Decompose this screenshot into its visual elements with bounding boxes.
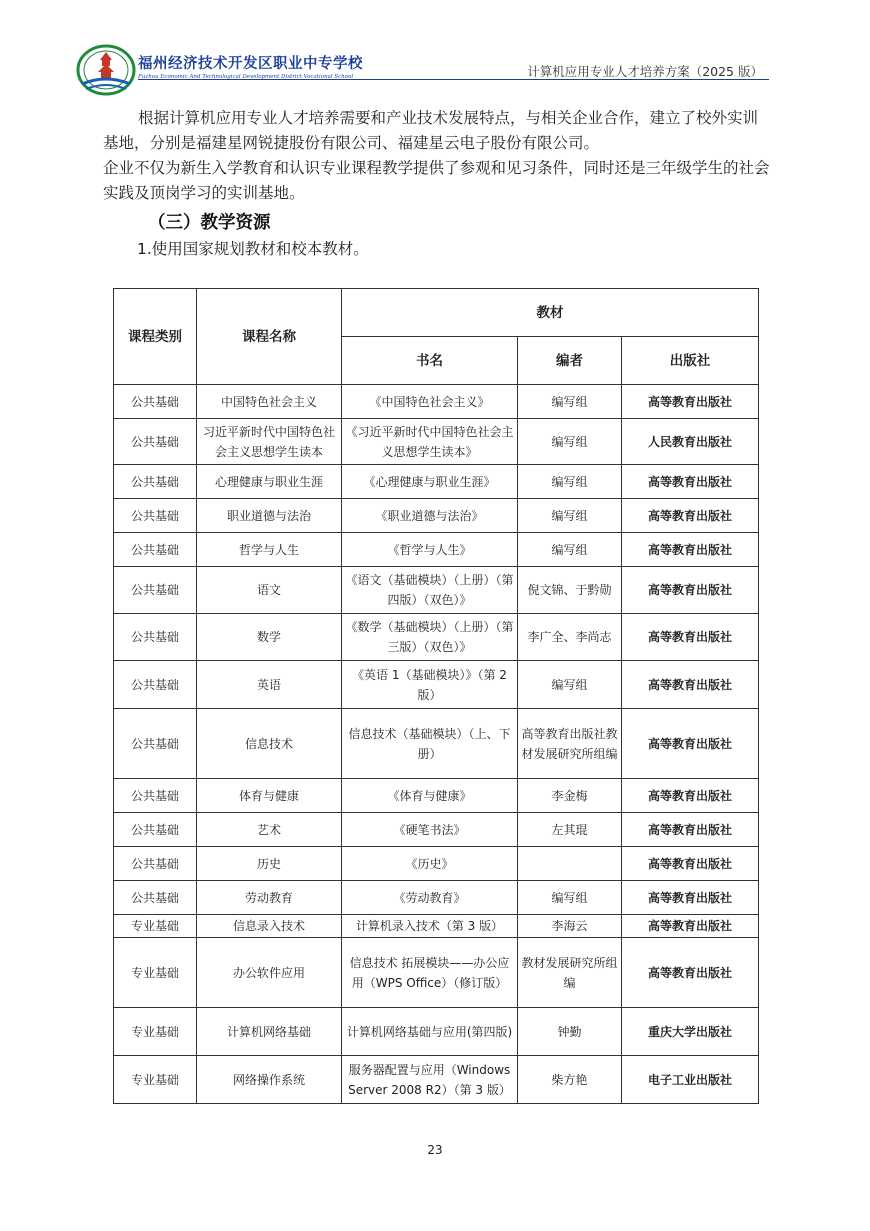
cell-category: 公共基础 bbox=[114, 465, 197, 499]
cell-course: 心理健康与职业生涯 bbox=[197, 465, 342, 499]
cell-category: 公共基础 bbox=[114, 533, 197, 567]
page-header bbox=[76, 42, 769, 98]
cell-course: 习近平新时代中国特色社会主义思想学生读本 bbox=[197, 419, 342, 465]
cell-publisher: 高等教育出版社 bbox=[622, 614, 759, 661]
cell-publisher: 高等教育出版社 bbox=[622, 385, 759, 419]
cell-publisher: 人民教育出版社 bbox=[622, 419, 759, 465]
cell-book: 《职业道德与法治》 bbox=[342, 499, 518, 533]
cell-editor: 编写组 bbox=[518, 419, 622, 465]
cell-publisher: 高等教育出版社 bbox=[622, 938, 759, 1008]
table-row bbox=[114, 881, 759, 915]
cell-editor: 高等教育出版社教材发展研究所组编 bbox=[518, 709, 622, 779]
table-row bbox=[114, 813, 759, 847]
cell-publisher: 高等教育出版社 bbox=[622, 465, 759, 499]
cell-editor: 李金梅 bbox=[518, 779, 622, 813]
cell-book: 信息技术 拓展模块——办公应用（WPS Office）（修订版） bbox=[342, 938, 518, 1008]
cell-editor: 李广全、李尚志 bbox=[518, 614, 622, 661]
paragraph-line: 根据计算机应用专业人才培养需要和产业技术发展特点，与相关企业合作，建立了校外实训基地，分别是福建星网锐捷股份有限公司、福建星云电子股份有限公司。 bbox=[103, 109, 759, 152]
cell-course: 哲学与人生 bbox=[197, 533, 342, 567]
cell-book: 计算机网络基础与应用(第四版) bbox=[342, 1008, 518, 1056]
cell-publisher: 重庆大学出版社 bbox=[622, 1008, 759, 1056]
cell-editor: 编写组 bbox=[518, 385, 622, 419]
cell-book: 《中国特色社会主义》 bbox=[342, 385, 518, 419]
cell-course: 劳动教育 bbox=[197, 881, 342, 915]
cell-book: 《体育与健康》 bbox=[342, 779, 518, 813]
table-row bbox=[114, 709, 759, 779]
cell-editor: 柴方艳 bbox=[518, 1056, 622, 1104]
cell-course: 体育与健康 bbox=[197, 779, 342, 813]
cell-course: 中国特色社会主义 bbox=[197, 385, 342, 419]
table-row bbox=[114, 1056, 759, 1104]
cell-publisher: 高等教育出版社 bbox=[622, 915, 759, 938]
cell-category: 公共基础 bbox=[114, 881, 197, 915]
cell-category: 专业基础 bbox=[114, 1008, 197, 1056]
cell-publisher: 高等教育出版社 bbox=[622, 813, 759, 847]
table-row bbox=[114, 465, 759, 499]
cell-publisher: 高等教育出版社 bbox=[622, 533, 759, 567]
cell-publisher: 高等教育出版社 bbox=[622, 779, 759, 813]
paragraph-line: 企业不仅为新生入学教育和认识专业课程教学提供了参观和见习条件，同时还是三年级学生的社会实践及顶岗学习的实训基地。 bbox=[103, 159, 770, 202]
cell-editor: 编写组 bbox=[518, 499, 622, 533]
cell-course: 办公软件应用 bbox=[197, 938, 342, 1008]
cell-category: 公共基础 bbox=[114, 385, 197, 419]
cell-category: 公共基础 bbox=[114, 419, 197, 465]
school-logo-icon bbox=[76, 44, 136, 96]
table-row bbox=[114, 1008, 759, 1056]
cell-category: 公共基础 bbox=[114, 709, 197, 779]
cell-book: 《英语 1（基础模块）》（第 2 版） bbox=[342, 661, 518, 709]
cell-category: 公共基础 bbox=[114, 567, 197, 614]
cell-editor: 李海云 bbox=[518, 915, 622, 938]
cell-category: 专业基础 bbox=[114, 1056, 197, 1104]
table-row bbox=[114, 499, 759, 533]
table-row bbox=[114, 661, 759, 709]
textbook-table bbox=[113, 288, 759, 1104]
cell-course: 语文 bbox=[197, 567, 342, 614]
cell-publisher: 高等教育出版社 bbox=[622, 881, 759, 915]
cell-publisher: 高等教育出版社 bbox=[622, 847, 759, 881]
cell-editor: 编写组 bbox=[518, 533, 622, 567]
cell-category: 公共基础 bbox=[114, 813, 197, 847]
cell-course: 计算机网络基础 bbox=[197, 1008, 342, 1056]
header-book-name: 书名 bbox=[342, 337, 518, 385]
table-row bbox=[114, 385, 759, 419]
cell-book: 《劳动教育》 bbox=[342, 881, 518, 915]
cell-course: 历史 bbox=[197, 847, 342, 881]
school-name-en: Fuzhou Economic And Technological Development District Vocational School bbox=[138, 74, 354, 80]
section-heading: （三）教学资源 bbox=[148, 213, 271, 233]
table-row bbox=[114, 614, 759, 661]
cell-editor: 编写组 bbox=[518, 881, 622, 915]
cell-category: 专业基础 bbox=[114, 915, 197, 938]
cell-course: 信息技术 bbox=[197, 709, 342, 779]
cell-course: 艺术 bbox=[197, 813, 342, 847]
cell-editor bbox=[518, 847, 622, 881]
cell-category: 公共基础 bbox=[114, 499, 197, 533]
list-item: 1.使用国家规划教材和校本教材。 bbox=[137, 240, 369, 258]
table-row bbox=[114, 915, 759, 938]
cell-book: 服务器配置与应用（Windows Server 2008 R2）（第 3 版） bbox=[342, 1056, 518, 1104]
table-row bbox=[114, 419, 759, 465]
cell-category: 公共基础 bbox=[114, 661, 197, 709]
cell-publisher: 高等教育出版社 bbox=[622, 709, 759, 779]
cell-book: 《硬笔书法》 bbox=[342, 813, 518, 847]
cell-publisher: 高等教育出版社 bbox=[622, 499, 759, 533]
table-row bbox=[114, 779, 759, 813]
cell-publisher: 高等教育出版社 bbox=[622, 567, 759, 614]
cell-editor: 倪文锦、于黔勋 bbox=[518, 567, 622, 614]
page-number: 23 bbox=[427, 1143, 443, 1157]
cell-course: 网络操作系统 bbox=[197, 1056, 342, 1104]
cell-book: 信息技术（基础模块）（上、下册） bbox=[342, 709, 518, 779]
header-course: 课程名称 bbox=[197, 289, 342, 385]
header-publisher: 出版社 bbox=[622, 337, 759, 385]
cell-category: 公共基础 bbox=[114, 847, 197, 881]
header-textbook: 教材 bbox=[342, 289, 759, 337]
cell-book: 《数学（基础模块）（上册）（第三版）（双色）》 bbox=[342, 614, 518, 661]
cell-book: 《习近平新时代中国特色社会主义思想学生读本》 bbox=[342, 419, 518, 465]
cell-editor: 钟勤 bbox=[518, 1008, 622, 1056]
cell-book: 《语文（基础模块）（上册）（第四版）（双色）》 bbox=[342, 567, 518, 614]
cell-course: 英语 bbox=[197, 661, 342, 709]
cell-course: 信息录入技术 bbox=[197, 915, 342, 938]
cell-editor: 教材发展研究所组编 bbox=[518, 938, 622, 1008]
cell-book: 《心理健康与职业生涯》 bbox=[342, 465, 518, 499]
cell-publisher: 电子工业出版社 bbox=[622, 1056, 759, 1104]
cell-category: 公共基础 bbox=[114, 779, 197, 813]
cell-editor: 编写组 bbox=[518, 465, 622, 499]
table-row bbox=[114, 567, 759, 614]
cell-category: 专业基础 bbox=[114, 938, 197, 1008]
cell-book: 《历史》 bbox=[342, 847, 518, 881]
cell-book: 计算机录入技术（第 3 版） bbox=[342, 915, 518, 938]
cell-editor: 编写组 bbox=[518, 661, 622, 709]
table-row bbox=[114, 847, 759, 881]
cell-book: 《哲学与人生》 bbox=[342, 533, 518, 567]
cell-publisher: 高等教育出版社 bbox=[622, 661, 759, 709]
header-category: 课程类别 bbox=[114, 289, 197, 385]
table-row bbox=[114, 533, 759, 567]
document-title: 计算机应用专业人才培养方案（2025 版） bbox=[527, 64, 763, 79]
cell-editor: 左其琨 bbox=[518, 813, 622, 847]
cell-category: 公共基础 bbox=[114, 614, 197, 661]
table-row bbox=[114, 938, 759, 1008]
cell-course: 职业道德与法治 bbox=[197, 499, 342, 533]
header-editor: 编者 bbox=[518, 337, 622, 385]
body-paragraph bbox=[103, 106, 770, 206]
cell-course: 数学 bbox=[197, 614, 342, 661]
school-name-cn: 福州经济技术开发区职业中专学校 bbox=[138, 56, 363, 72]
